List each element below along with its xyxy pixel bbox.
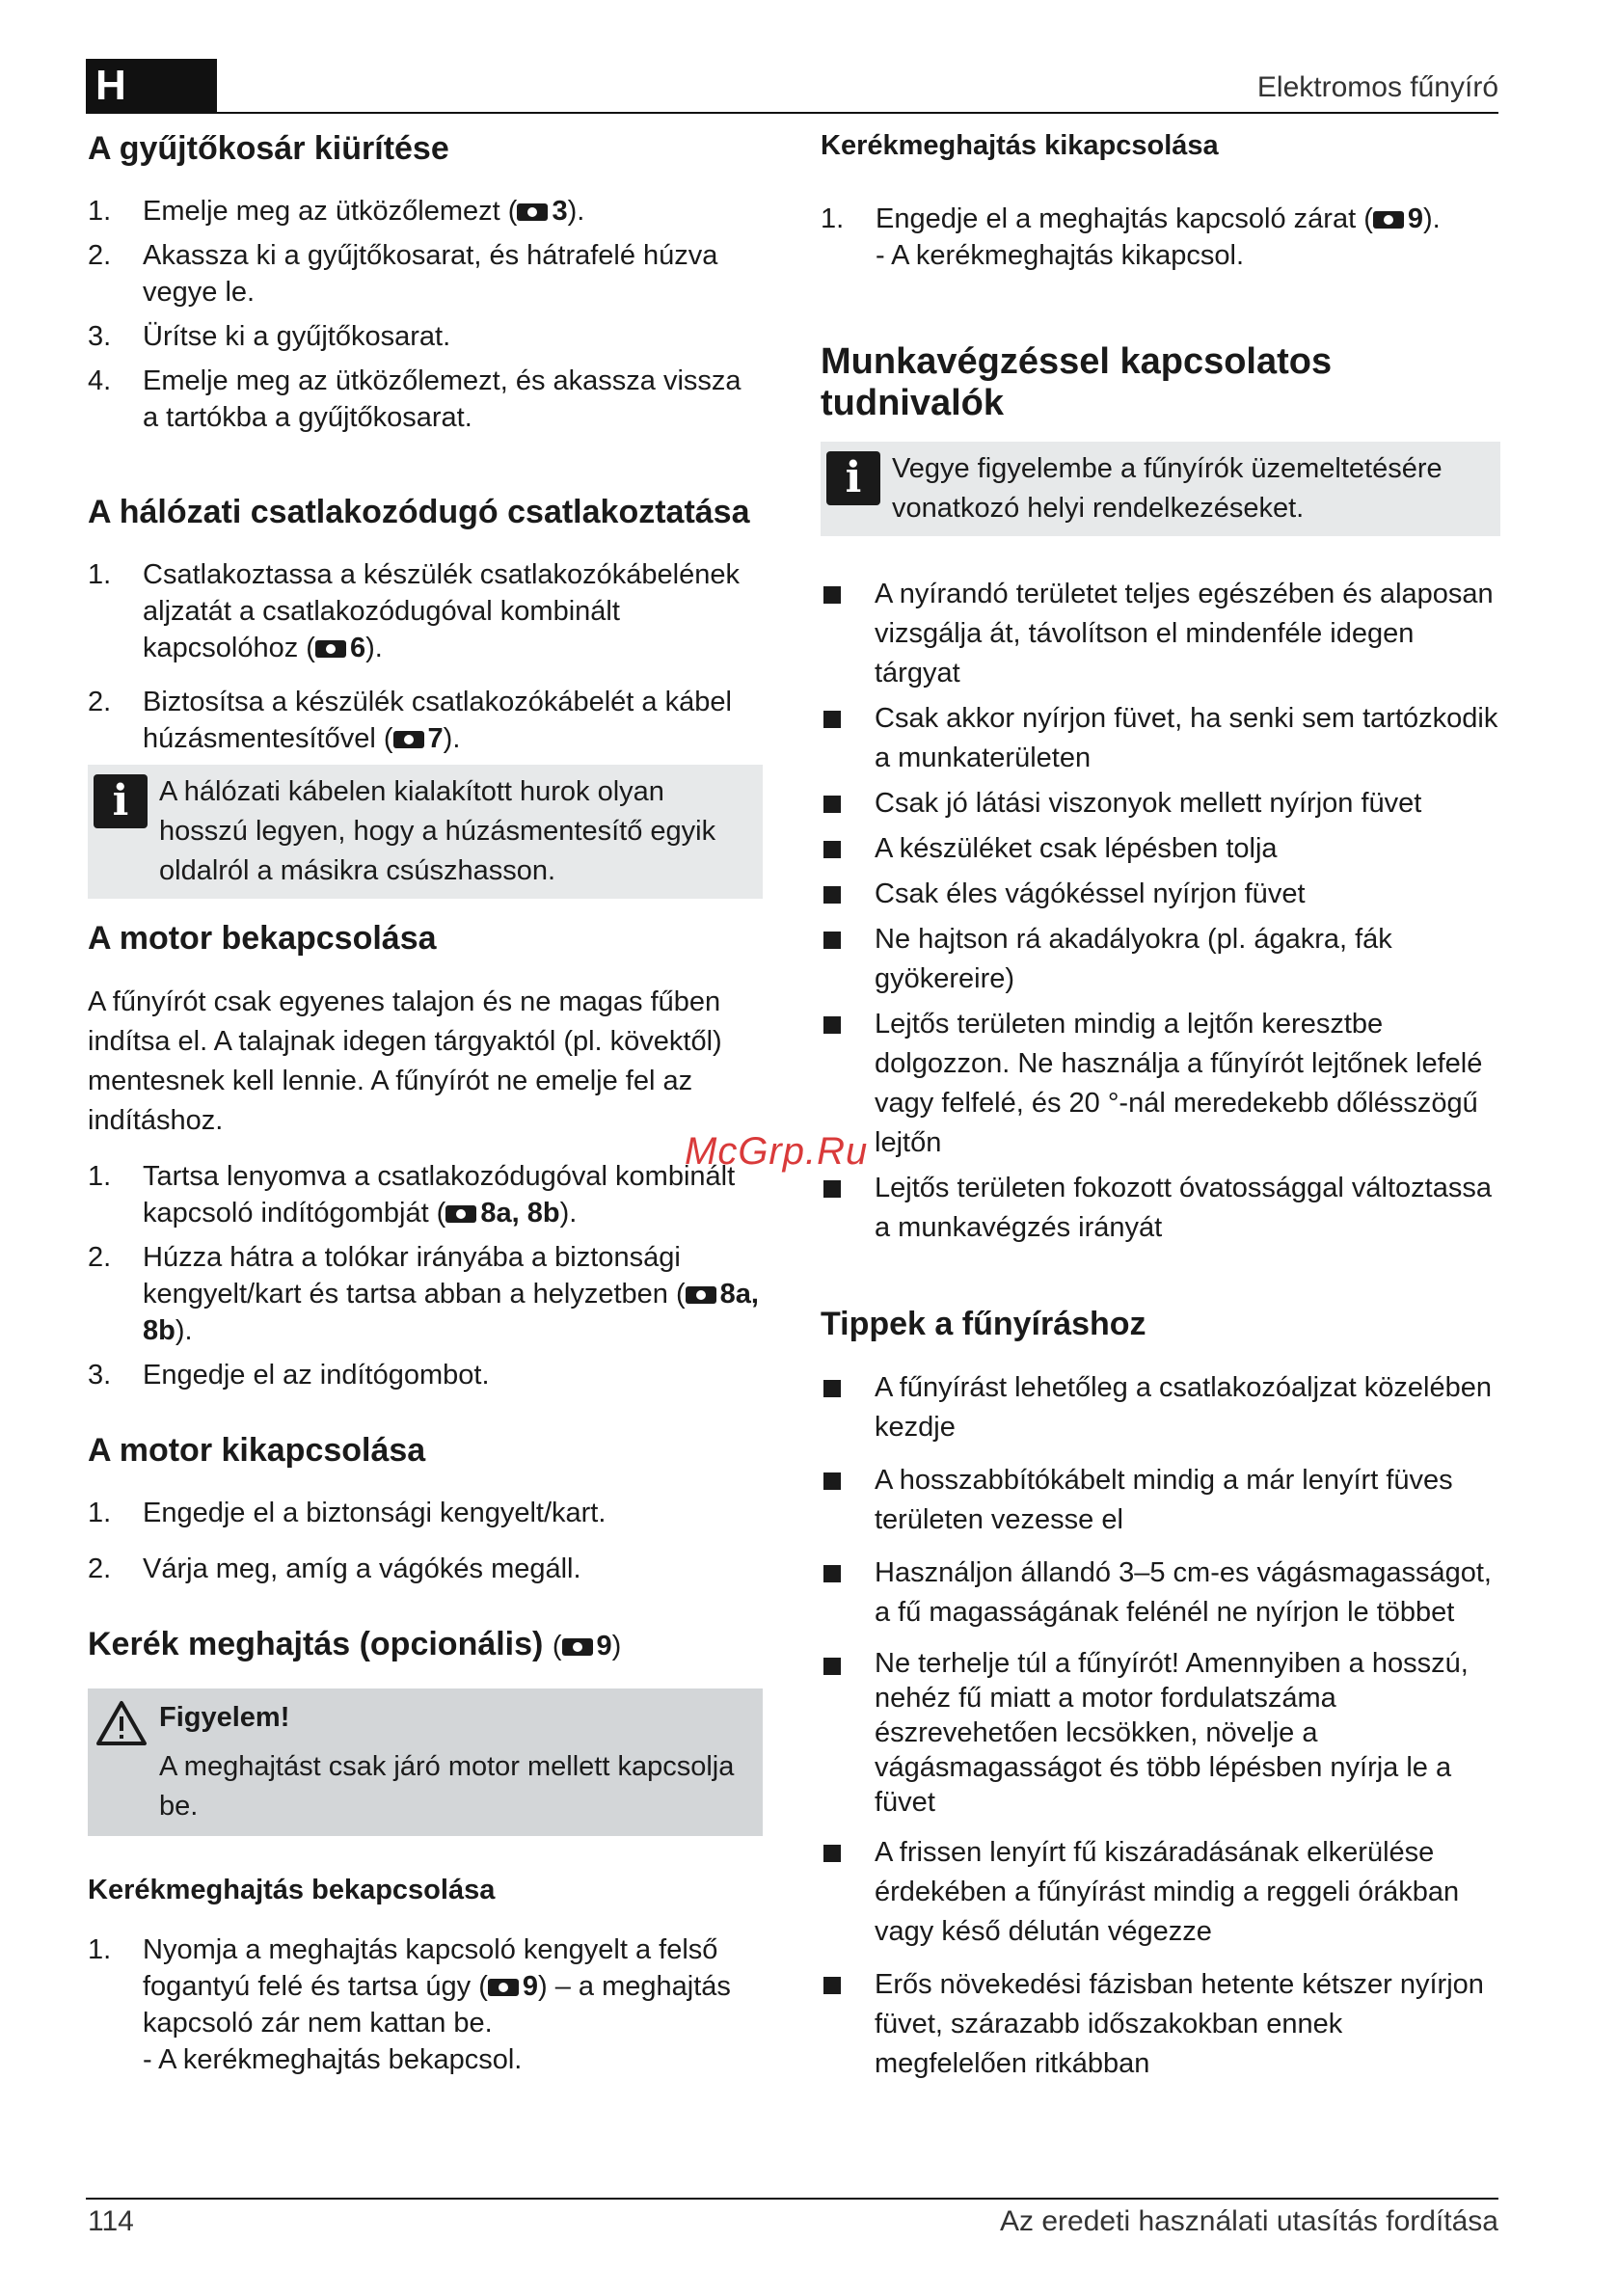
bullet-icon bbox=[823, 1380, 841, 1397]
list-item: Használjon állandó 3–5 cm-es vágásmagasságot, a fű magasságának felénél ne nyírjon le többet bbox=[821, 1553, 1500, 1633]
list-item: 1. Emelje meg az ütközőlemezt ( 3). bbox=[88, 196, 585, 227]
list-item: 2. Húzza hátra a tolókar irányába a biztonsági kengyelt/kart és tartsa abban a helyzetben ( 8a, 8b). bbox=[88, 1242, 759, 1346]
watermark-text: McGrp.Ru bbox=[685, 1130, 869, 1173]
list-item: Csak jó látási viszonyok mellett nyírjon füvet bbox=[821, 784, 1500, 824]
section-title-mowing-tips: Tippek a fűnyíráshoz bbox=[821, 1306, 1146, 1342]
info-icon: i bbox=[826, 451, 880, 505]
footer-rule bbox=[86, 2198, 1498, 2200]
list-item: Csak éles vágókéssel nyírjon füvet bbox=[821, 875, 1500, 914]
bullet-icon bbox=[823, 586, 841, 604]
info-text: Vegye figyelembe a fűnyírók üzemeltetésére vonatkozó helyi rendelkezéseket. bbox=[892, 453, 1443, 524]
list-item: A hosszabbítókábelt mindig a már lenyírt füves területen vezesse el bbox=[821, 1461, 1500, 1540]
section-title-drive-off: Kerékmeghajtás kikapcsolása bbox=[821, 130, 1219, 161]
bullet-icon bbox=[823, 711, 841, 728]
left-column bbox=[88, 130, 763, 2086]
camera-icon bbox=[562, 1638, 593, 1656]
list-item: Lejtős területen fokozott óvatossággal változtassa a munkavégzés irányát bbox=[821, 1169, 1500, 1248]
page-number: 114 bbox=[88, 2205, 134, 2237]
camera-icon bbox=[1373, 211, 1404, 229]
bullet-icon bbox=[823, 886, 841, 904]
info-icon: i bbox=[94, 774, 148, 828]
header-title: Elektromos fűnyíró bbox=[1256, 71, 1498, 103]
section-title-wheel-drive: Kerék meghajtás (opcionális) ( 9) bbox=[88, 1626, 622, 1662]
footer-title: Az eredeti használati utasítás fordítása bbox=[1000, 2205, 1498, 2237]
camera-icon bbox=[445, 1205, 476, 1223]
section-title-drive-on: Kerékmeghajtás bekapcsolása bbox=[88, 1875, 496, 1905]
camera-icon bbox=[393, 731, 424, 748]
camera-icon bbox=[686, 1286, 716, 1304]
language-badge: H bbox=[86, 59, 217, 113]
list-item: 3. Engedje el az indítógombot. bbox=[88, 1360, 490, 1391]
list-item: 1. Csatlakoztassa a készülék csatlakozókábelének aljzatát a csatlakozódugóval kombinált kapcsolóhoz ( 6). bbox=[88, 559, 740, 663]
list-item: Ne hajtson rá akadályokra (pl. ágakra, fák gyökereire) bbox=[821, 920, 1500, 999]
info-text: A hálózati kábelen kialakított hurok olyan hosszú legyen, hogy a húzásmentesítő egyik oldalról a másikra csúszhasson. bbox=[159, 776, 716, 886]
bullet-icon bbox=[823, 841, 841, 858]
bullet-icon bbox=[823, 1658, 841, 1675]
list-item: 1. Nyomja a meghajtás kapcsoló kengyelt a felső fogantyú felé és tartsa úgy ( 9) – a meghajtás kapcsoló zár nem kattan be. - A kerékmeghajtás bekapcsol. bbox=[88, 1931, 763, 2078]
work-notes-list bbox=[821, 575, 1500, 1248]
section-title-empty-basket: A gyűjtőkosár kiürítése bbox=[88, 130, 449, 167]
list-item: Csak akkor nyírjon füvet, ha senki sem tartózkodik a munkaterületen bbox=[821, 699, 1500, 778]
connect-plug-steps bbox=[88, 556, 763, 757]
mowing-tips-list bbox=[821, 1368, 1500, 2084]
camera-icon bbox=[315, 640, 346, 658]
bullet-icon bbox=[823, 796, 841, 813]
section-title-connect-plug: A hálózati csatlakozódugó csatlakoztatása bbox=[88, 494, 750, 530]
warning-note-drive bbox=[88, 1688, 763, 1836]
bullet-icon bbox=[823, 1977, 841, 1994]
camera-icon bbox=[517, 203, 548, 221]
info-note-local-rules bbox=[821, 442, 1500, 536]
bullet-icon bbox=[823, 1472, 841, 1490]
empty-basket-steps bbox=[88, 193, 763, 436]
motor-on-intro: A fűnyírót csak egyenes talajon és ne magas fűben indítsa el. A talajnak idegen tárgyaktól (pl. kövektől) mentesnek kell lennie. A fűnyírót ne emelje fel az indításhoz. bbox=[88, 986, 722, 1136]
list-item: 3. Ürítse ki a gyűjtőkosarat. bbox=[88, 321, 451, 352]
list-item: Lejtős területen mindig a lejtőn keresztbe dolgozzon. Ne használja a fűnyírót lejtőnek lefelé vagy felfelé, és 20 °-nál meredekebb dőlésszögű lejtőn bbox=[821, 1005, 1500, 1163]
warning-title: Figyelem! bbox=[159, 1702, 290, 1733]
bullet-icon bbox=[823, 1845, 841, 1862]
right-column bbox=[821, 130, 1500, 2090]
list-item: 1. Engedje el a meghajtás kapcsoló zárat ( 9). - A kerékmeghajtás kikapcsol. bbox=[821, 201, 1500, 274]
list-item: 1. Tartsa lenyomva a csatlakozódugóval kombinált kapcsoló indítógombját ( 8a, 8b). bbox=[88, 1161, 736, 1229]
list-item: 2. Akassza ki a gyűjtőkosarat, és hátrafelé húzva vegye le. bbox=[88, 240, 718, 308]
list-item: A nyírandó területet teljes egészében és alaposan vizsgálja át, távolítson el mindenféle idegen tárgyat bbox=[821, 575, 1500, 693]
list-item: A készüléket csak lépésben tolja bbox=[821, 829, 1500, 869]
drive-off-steps bbox=[821, 201, 1500, 274]
drive-on-steps bbox=[88, 1931, 763, 2078]
list-item: A fűnyírást lehetőleg a csatlakozóaljzat közelében kezdje bbox=[821, 1368, 1500, 1447]
list-item: Erős növekedési fázisban hetente kétszer nyírjon füvet, szárazabb időszakokban ennek megfelelően ritkábban bbox=[821, 1965, 1500, 2084]
bullet-icon bbox=[823, 1565, 841, 1582]
section-title-motor-on: A motor bekapcsolása bbox=[88, 920, 437, 957]
step-result: - A kerékmeghajtás bekapcsol. bbox=[143, 2044, 523, 2075]
list-item: 2. Várja meg, amíg a vágókés megáll. bbox=[88, 1553, 581, 1584]
step-result: - A kerékmeghajtás kikapcsol. bbox=[876, 240, 1245, 271]
bullet-icon bbox=[823, 1180, 841, 1198]
list-item: 4. Emelje meg az ütközőlemezt, és akassza vissza a tartókba a gyűjtőkosarat. bbox=[88, 365, 742, 433]
section-title-motor-off: A motor kikapcsolása bbox=[88, 1432, 426, 1469]
list-item: Ne terhelje túl a fűnyírót! Amennyiben a hosszú, nehéz fű miatt a motor fordulatszáma észrevehetően lecsökken, növelje a vágásmagasságot és több lépésben nyírja le a füvet bbox=[821, 1646, 1500, 1820]
info-note-cable-loop bbox=[88, 765, 763, 899]
warning-text: A meghajtást csak járó motor mellett kapcsolja be. bbox=[159, 1751, 735, 1822]
list-item: 1. Engedje el a biztonsági kengyelt/kart. bbox=[88, 1498, 607, 1528]
section-title-work-notes: Munkavégzéssel kapcsolatos tudnivalók bbox=[821, 341, 1333, 423]
warning-icon bbox=[95, 1700, 148, 1746]
bullet-icon bbox=[823, 932, 841, 949]
motor-on-steps bbox=[88, 1158, 763, 1393]
camera-icon bbox=[488, 1979, 519, 1996]
motor-off-steps bbox=[88, 1495, 763, 1587]
header-rule bbox=[86, 112, 1498, 114]
list-item: A frissen lenyírt fű kiszáradásának elkerülése érdekében a fűnyírást mindig a reggeli órákban vagy késő délután végezze bbox=[821, 1833, 1500, 1952]
list-item: 2. Biztosítsa a készülék csatlakozókábelét a kábel húzásmentesítővel ( 7). bbox=[88, 687, 732, 754]
bullet-icon bbox=[823, 1016, 841, 1034]
